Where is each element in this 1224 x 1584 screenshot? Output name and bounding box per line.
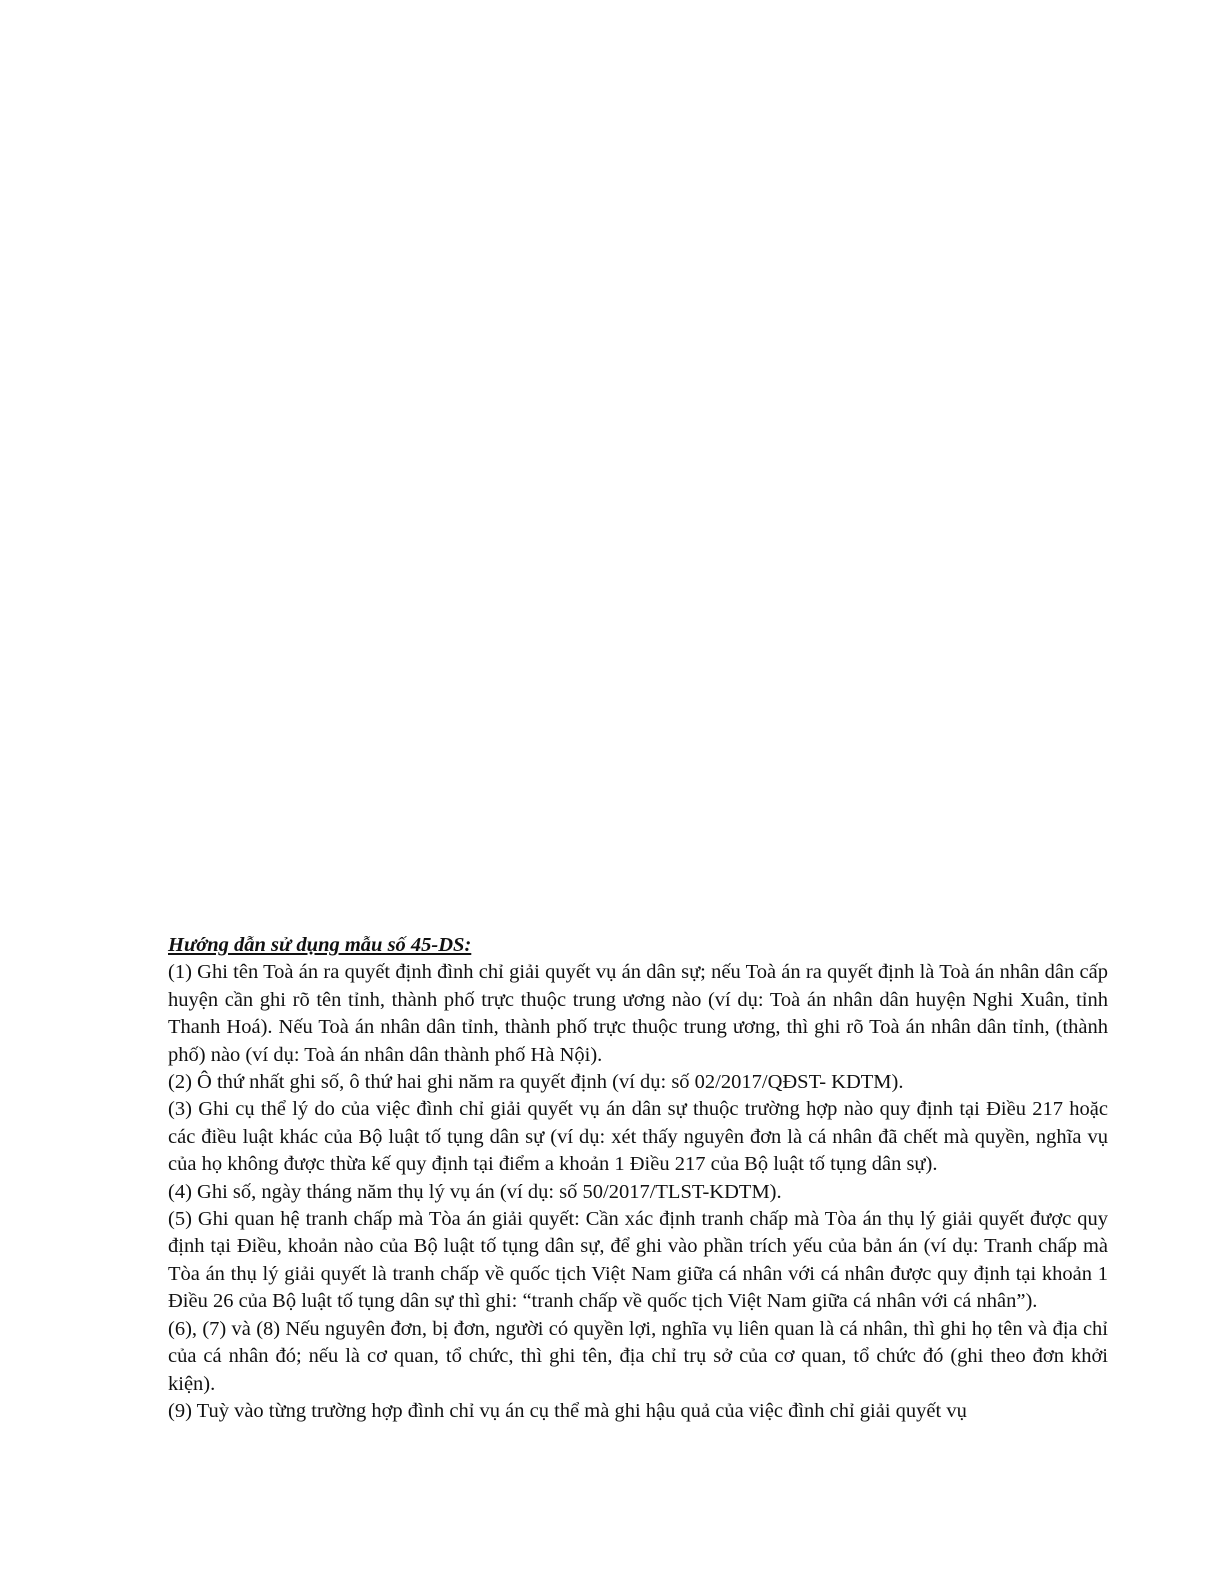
note-3: (3) Ghi cụ thể lý do của việc đình chỉ giải quyết vụ án dân sự thuộc trường hợp nào quy định tại Điều 217 hoặc các điều luật khác của Bộ luật tố tụng dân sự (ví dụ: xét thấy nguyên đơn là cá nhân đã chết mà quyền, nghĩa vụ của họ không được thừa kế quy định tại điểm a khoản 1 Điều 217 của Bộ luật tố tụng dân sự). [168, 1098, 1108, 1176]
guide-title: Hướng dẫn sử dụng mẫu số 45-DS: [168, 934, 472, 956]
note-6-7-8: (6), (7) và (8) Nếu nguyên đơn, bị đơn, người có quyền lợi, nghĩa vụ liên quan là cá nhân, thì ghi họ tên và địa chỉ của cá nhân đó; nếu là cơ quan, tổ chức, thì ghi tên, địa chỉ trụ sở của cơ quan, tổ chức đó (ghi theo đơn khởi kiện). [168, 1317, 1108, 1395]
note-9: (9) Tuỳ vào từng trường hợp đình chỉ vụ án cụ thể mà ghi hậu quả của việc đình chỉ giải quyết vụ [168, 1399, 967, 1422]
note-5: (5) Ghi quan hệ tranh chấp mà Tòa án giải quyết: Cần xác định tranh chấp mà Tòa án thụ lý giải quyết được quy định tại Điều, khoản nào của Bộ luật tố tụng dân sự, để ghi vào phần trích yếu của bản án (ví dụ: Tranh chấp mà Tòa án thụ lý giải quyết là tranh chấp về quốc tịch Việt Nam giữa cá nhân với cá nhân được quy định tại khoản 1 Điều 26 của Bộ luật tố tụng dân sự thì ghi: “tranh chấp về quốc tịch Việt Nam giữa cá nhân với cá nhân”). [168, 1208, 1108, 1313]
usage-guide [168, 932, 1108, 1425]
note-2: (2) Ô thứ nhất ghi số, ô thứ hai ghi năm ra quyết định (ví dụ: số 02/2017/QĐST- KDTM). [168, 1071, 904, 1094]
note-4: (4) Ghi số, ngày tháng năm thụ lý vụ án (ví dụ: số 50/2017/TLST-KDTM). [168, 1180, 782, 1203]
note-1: (1) Ghi tên Toà án ra quyết định đình chỉ giải quyết vụ án dân sự; nếu Toà án ra quyết định là Toà án nhân dân cấp huyện cần ghi rõ tên tỉnh, thành phố trực thuộc trung ương nào (ví dụ: Toà án nhân dân huyện Nghi Xuân, tỉnh Thanh Hoá). Nếu Toà án nhân dân tỉnh, thành phố trực thuộc trung ương, thì ghi rõ Toà án nhân dân tỉnh, (thành phố) nào (ví dụ: Toà án nhân dân thành phố Hà Nội). [168, 961, 1108, 1066]
